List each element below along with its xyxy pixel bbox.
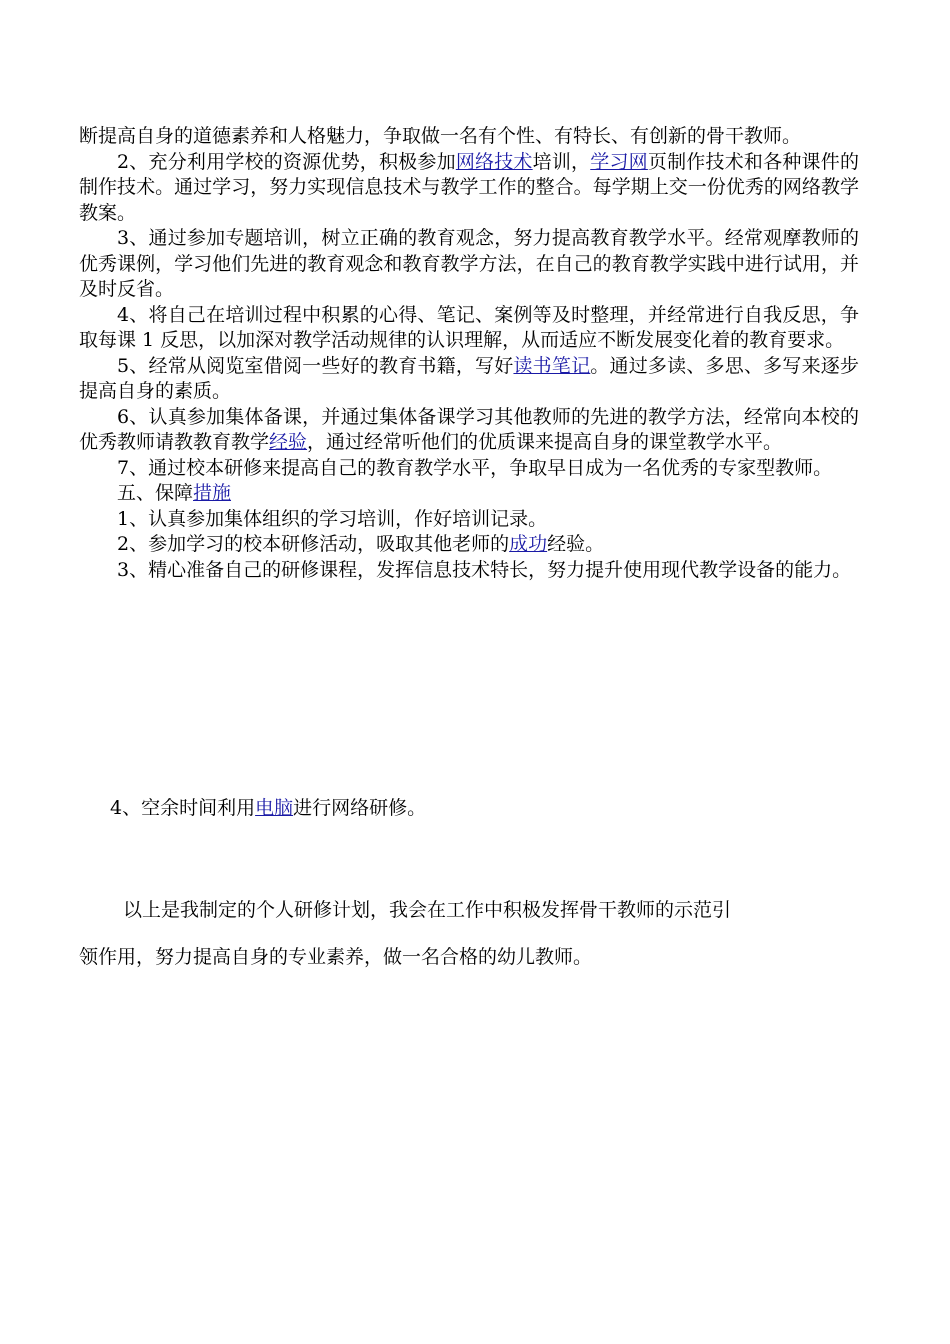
measure-item-3 — [79, 558, 859, 584]
paragraph-item-5 — [79, 354, 859, 405]
paragraph-item-6 — [79, 405, 859, 456]
paragraph-continuation — [79, 124, 859, 150]
link-computer[interactable]: 电脑 — [255, 797, 294, 819]
paragraph-text: 4、空余时间利用 — [110, 797, 256, 819]
paragraph-text: 。通过多读、多思、多写来逐步提高自身的素质。 — [79, 354, 859, 402]
link-measures[interactable]: 措施 — [193, 482, 232, 504]
paragraph-text: 5、经常从阅览室借阅一些好的教育书籍，写好 — [117, 354, 514, 377]
section-heading-measures — [79, 481, 859, 507]
measure-item-1 — [79, 507, 859, 533]
closing-line-1: 以上是我制定的个人研修计划，我会在工作中积极发挥骨干教师的示范引 — [123, 899, 732, 921]
paragraph-text: ，通过经常听他们的优质课来提高自身的课堂教学水平。 — [307, 431, 783, 453]
paragraph-text: 3、通过参加专题培训，树立正确的教育观念，努力提高教育教学水平。经常观摩教师的优秀课例，学习他们先进的教育观念和教育教学方法，在自己的教育教学实践中进行试用，并及时反省。 — [79, 227, 859, 300]
closing-line-2: 领作用，努力提高自身的专业素养，做一名合格的幼儿教师。 — [79, 946, 593, 968]
paragraph-text: 1、认真参加集体组织的学习培训，作好培训记录。 — [117, 507, 548, 530]
document-body — [79, 124, 859, 583]
paragraph-item-7 — [79, 456, 859, 482]
paragraph-text: 6、认真参加集体备课，并通过集体备课学习其他教师的先进的教学方法，经常向本校的优秀教师请教教育教学 — [79, 405, 859, 453]
paragraph-text: 进行网络研修。 — [293, 797, 427, 819]
link-reading-notes[interactable]: 读书笔记 — [513, 354, 591, 377]
paragraph-text: 页制作技术和各种课件的制作技术。通过学习，努力实现信息技术与教学工作的整合。每学期上交一份优秀的网络教学教案。 — [79, 150, 859, 224]
paragraph-text: 3、精心准备自己的研修课程，发挥信息技术特长，努力提升使用现代教学设备的能力。 — [117, 558, 852, 581]
paragraph-item-3 — [79, 226, 859, 303]
paragraph-text: 4、将自己在培训过程中积累的心得、笔记、案例等及时整理，并经常进行自我反思，争取每课 1 反思，以加深对教学活动规律的认识理解，从而适应不断发展变化着的教育要求。 — [79, 303, 859, 351]
paragraph-item-2 — [79, 150, 859, 227]
link-learning-web[interactable]: 学习网 — [590, 150, 648, 173]
measure-item-2 — [79, 532, 859, 558]
paragraph-text: 2、参加学习的校本研修活动，吸取其他老师的 — [117, 533, 510, 555]
paragraph-item-spare-time — [110, 796, 890, 821]
paragraph-text: 断提高自身的道德素养和人格魅力，争取做一名有个性、有特长、有创新的骨干教师。 — [79, 125, 802, 147]
link-network-technology[interactable]: 网络技术 — [455, 150, 533, 173]
heading-text: 五、保障 — [117, 482, 194, 504]
paragraph-item-4 — [79, 303, 859, 354]
link-experience[interactable]: 经验 — [269, 431, 308, 453]
paragraph-text: 7、通过校本研修来提高自己的教育教学水平，争取早日成为一名优秀的专家型教师。 — [117, 456, 833, 479]
paragraph-text: 经验。 — [547, 533, 605, 555]
paragraph-text: 2、充分利用学校的资源优势，积极参加 — [117, 150, 456, 173]
link-success[interactable]: 成功 — [509, 533, 548, 555]
paragraph-text: 培训， — [532, 150, 591, 173]
